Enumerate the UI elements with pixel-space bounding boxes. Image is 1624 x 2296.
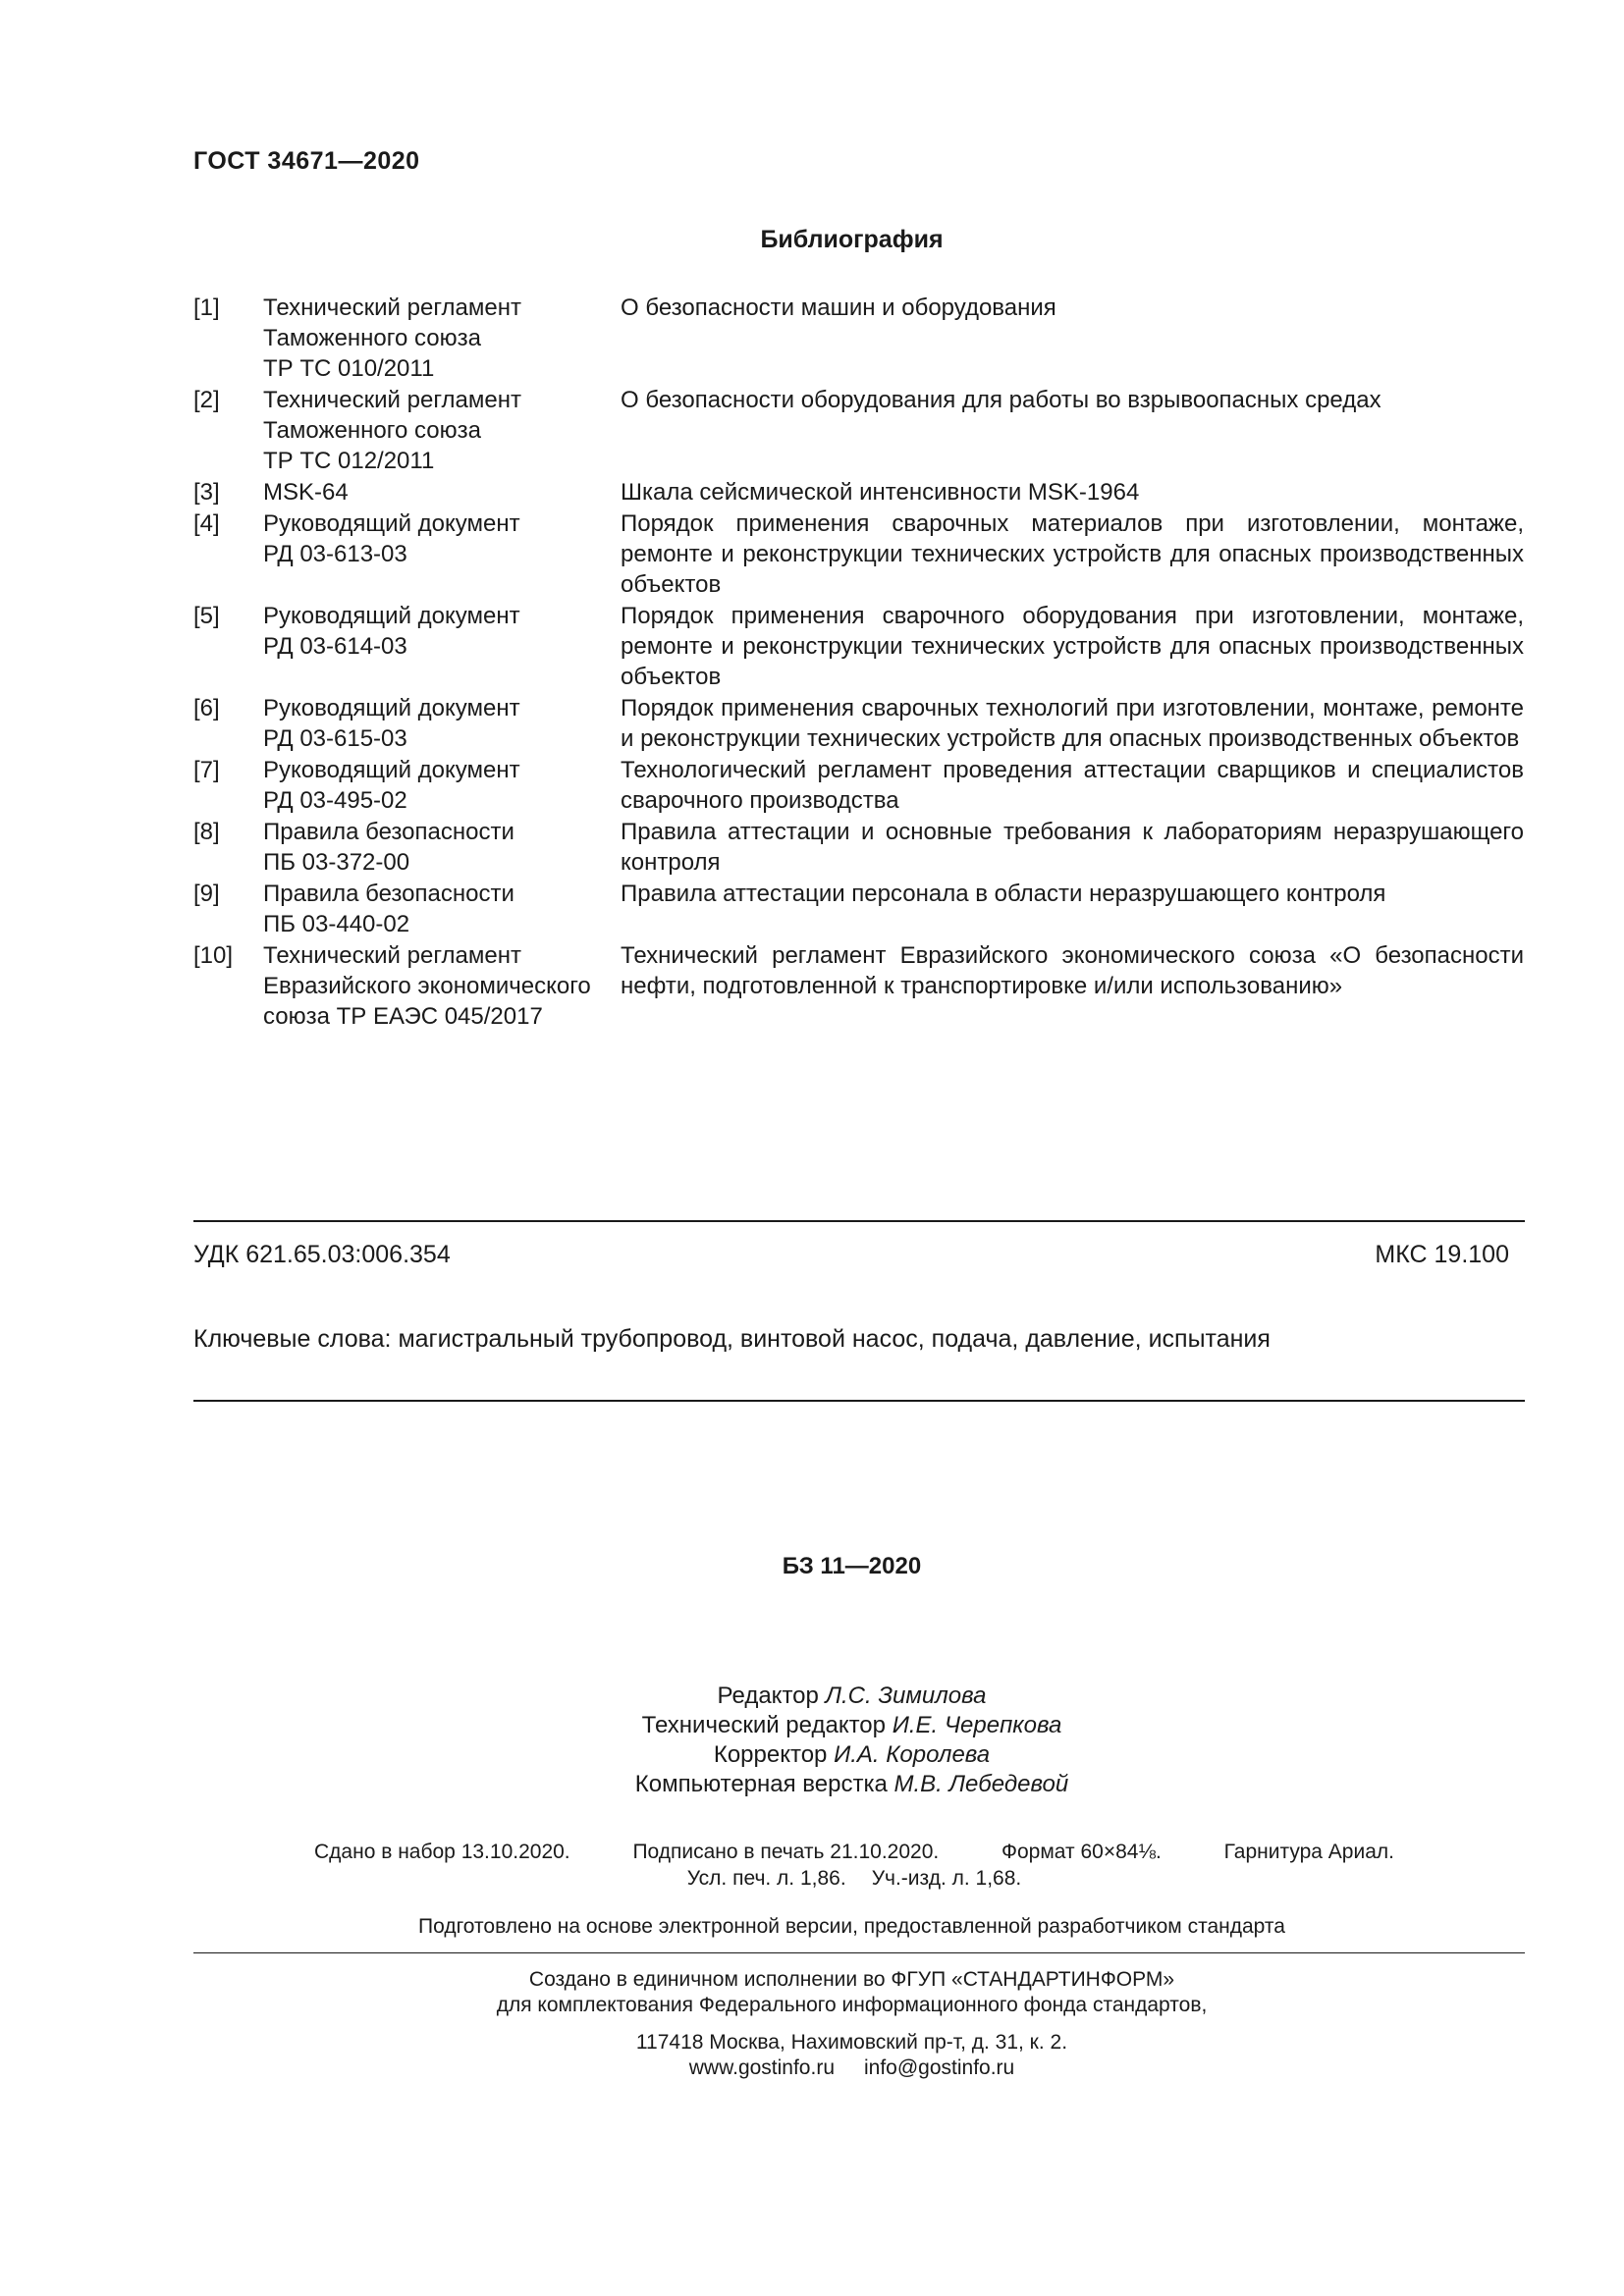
credit-role: Компьютерная верстка (634, 1771, 888, 1797)
mks-code: МКС 19.100 (1375, 1241, 1509, 1268)
bibliography-item-source: Руководящий документ РД 03-613-03 (263, 510, 520, 567)
bibliography-item-number: [7] (193, 757, 220, 783)
bibliography-item-description: Порядок применения сварочных материалов при изготовлении, монтаже, ремонте и реконструкции технических устройств для опасных производственных объектов (621, 510, 1524, 598)
credits (0, 1682, 1624, 1799)
bibliography-item (193, 477, 1524, 507)
bibliography-item-number: [4] (193, 510, 220, 537)
prepared-note: Подготовлено на основе электронной версии, предоставленной разработчиком стандарта (418, 1915, 1285, 1938)
document-id: ГОСТ 34671—2020 (193, 147, 420, 175)
footer-website: www.gostinfo.ru (688, 2056, 835, 2079)
paper-format: Формат 60×84⅛. (1001, 1841, 1162, 1863)
credit-role: Корректор (713, 1741, 828, 1768)
bz-number: БЗ 11—2020 (782, 1553, 922, 1579)
bibliography-item (193, 693, 1524, 754)
bibliography-item-source: Технический регламент Таможенного союза ТР ТС 010/2011 (263, 294, 521, 382)
bibliography-item-description: Технический регламент Евразийского экономического союза «О безопасности нефти, подготовленной к транспортировке и/или использованию» (621, 942, 1524, 999)
credit-line (0, 1740, 1624, 1770)
bibliography-item-number: [3] (193, 479, 220, 506)
keywords: Ключевые слова: магистральный трубопровод, винтовой насос, подача, давление, испытания (193, 1325, 1271, 1353)
credit-name: И.Е. Черепкова (892, 1712, 1062, 1738)
bibliography-item (193, 601, 1524, 692)
credit-name: М.В. Лебедевой (893, 1771, 1069, 1797)
bibliography-item-source: Руководящий документ РД 03-615-03 (263, 695, 520, 752)
bibliography-item (193, 755, 1524, 816)
bibliography-item-number: [5] (193, 603, 220, 629)
footer-line2: для комплектования Федерального информационного фонда стандартов, (496, 1994, 1208, 2016)
bibliography-item-description: Порядок применения сварочного оборудования при изготовлении, монтаже, ремонте и реконструкции технических устройств для опасных производственных объектов (621, 603, 1524, 690)
bibliography-item-source: Правила безопасности ПБ 03-440-02 (263, 881, 514, 937)
footer-email: info@gostinfo.ru (864, 2056, 1015, 2079)
credit-role: Редактор (717, 1682, 819, 1709)
credit-name: Л.С. Зимилова (825, 1682, 987, 1709)
bibliography-list (193, 293, 1524, 1033)
bibliography-item-number: [1] (193, 294, 220, 321)
edit-sheets: Уч.-изд. л. 1,68. (871, 1867, 1022, 1890)
bibliography-item-number: [8] (193, 819, 220, 845)
signed-date: Подписано в печать 21.10.2020. (632, 1841, 940, 1863)
bibliography-item-description: Технологический регламент проведения аттестации сварщиков и специалистов сварочного производства (621, 757, 1524, 814)
credit-role: Технический редактор (641, 1712, 887, 1738)
bibliography-item-source: Технический регламент Евразийского экономического союза ТР ЕАЭС 045/2017 (263, 942, 591, 1030)
footer-address: 117418 Москва, Нахимовский пр-т, д. 31, к. 2. (635, 2031, 1068, 2054)
bibliography-item-source: Технический регламент Таможенного союза ТР ТС 012/2011 (263, 387, 521, 474)
bibliography-item (193, 879, 1524, 939)
bibliography-item (193, 508, 1524, 600)
bibliography-item-source: Правила безопасности ПБ 03-372-00 (263, 819, 514, 876)
footer (0, 1967, 1624, 2081)
credit-name: И.А. Королева (834, 1741, 991, 1768)
bibliography-item-number: [2] (193, 387, 220, 413)
bibliography-item-number: [6] (193, 695, 220, 721)
divider-bottom (193, 1400, 1525, 1402)
bibliography-item-source: Руководящий документ РД 03-614-03 (263, 603, 520, 660)
bibliography-item-source: Руководящий документ РД 03-495-02 (263, 757, 520, 814)
submitted-date: Сдано в набор 13.10.2020. (314, 1841, 570, 1863)
divider-top (193, 1220, 1525, 1222)
bibliography-item-description: Правила аттестации персонала в области неразрушающего контроля (621, 881, 1386, 907)
bibliography-title: Библиография (760, 226, 944, 253)
credit-line (0, 1682, 1624, 1711)
bibliography-item-description: Правила аттестации и основные требования к лабораториям неразрушающего контроля (621, 819, 1524, 876)
bibliography-item-source: MSK-64 (263, 479, 349, 506)
publication-info (314, 1839, 1394, 1892)
bibliography-item-description: Порядок применения сварочных технологий при изготовлении, монтаже, ремонте и реконструкции технических устройств для опасных производственных объектов (621, 695, 1524, 752)
bibliography-item (193, 385, 1524, 476)
bibliography-item-description: О безопасности оборудования для работы во взрывоопасных средах (621, 387, 1381, 413)
bibliography-item-number: [10] (193, 942, 234, 969)
bibliography-item-number: [9] (193, 881, 220, 907)
credit-line (0, 1770, 1624, 1799)
bibliography-item (193, 940, 1524, 1032)
print-sheets: Усл. печ. л. 1,86. (686, 1867, 846, 1890)
credit-line (0, 1711, 1624, 1740)
bibliography-item-description: О безопасности машин и оборудования (621, 294, 1056, 321)
bibliography-item (193, 817, 1524, 878)
bibliography-item (193, 293, 1524, 384)
divider-footer (193, 1952, 1525, 1953)
bibliography-item-description: Шкала сейсмической интенсивности MSK-1964 (621, 479, 1140, 506)
udk-code: УДК 621.65.03:006.354 (193, 1241, 451, 1268)
typeface: Гарнитура Ариал. (1223, 1841, 1394, 1863)
footer-line1: Создано в единичном исполнении во ФГУП «СТАНДАРТИНФОРМ» (528, 1968, 1175, 1991)
